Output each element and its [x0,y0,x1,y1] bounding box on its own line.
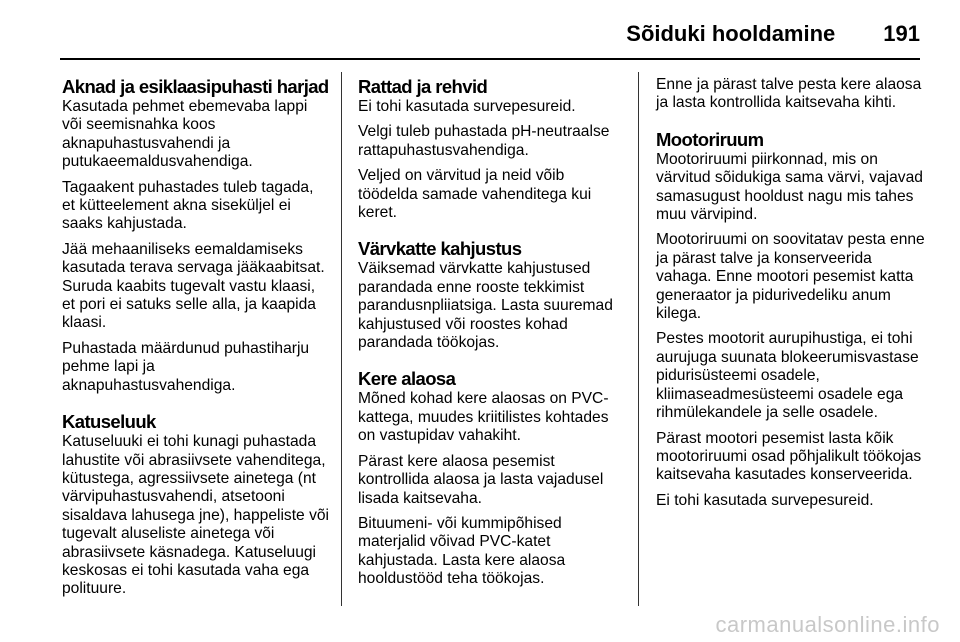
paragraph: Velgi tuleb puhastada pH-neutraalse rattapuhastusvahendiga. [358,123,610,159]
section-sunroof [62,411,330,599]
section-engine-compartment [656,129,926,510]
section-underbody [358,368,626,588]
paragraph: Veljed on värvitud ja neid võib töödelda samade vahenditega kui keret. [358,167,592,222]
section-heading: Katuseluuk [62,411,156,433]
paragraph: Mootoriruumi on soovitatav pesta enne ja pärast talve ja konserveerida vahaga. Enne mootori pesemist katta generaator ja pidurivedeliku anum kilega. [656,231,925,323]
page-title: Sõiduki hooldamine [626,21,836,46]
section-underbody-continued [656,76,926,113]
section-heading: Kere alaosa [358,368,456,390]
column-1 [62,76,330,615]
section-heading: Mootoriruum [656,128,764,150]
paragraph: Pärast mootori pesemist lasta kõik mootoriruumi osad põhjalikult töökojas kaitsevaha kasutades konserveerida. [656,429,922,484]
paragraph: Mootoriruumi piirkonnad, mis on värvitud sõidukiga sama värvi, vajavad samasugust hooldust nagu mis tahes muu värvipind. [656,150,923,224]
column-2 [358,76,626,605]
column-divider [341,72,342,606]
paragraph: Väiksemad värvkatte kahjustused parandada enne rooste tekkimist parandusnpliiatsiga. Lasta suuremad kahjustused või roostes kohad parandada töökojas. [358,260,613,352]
column-3 [656,76,926,526]
paragraph: Jää mehaaniliseks eemaldamiseks kasutada terava servaga jääkaabitsat. Suruda kaabits tugevalt vastu klaasi, et pori ei satuks selle alla, ja kaapida klaasi. [62,240,325,332]
paragraph: Ei tohi kasutada survepesureid. [358,98,576,115]
paragraph: Ei tohi kasutada survepesureid. [656,491,874,509]
section-heading: Aknad ja esiklaasipuhasti harjad [62,76,329,97]
page-number: 191 [883,21,920,46]
paragraph: Puhastada määrdunud puhastiharju pehme lapi ja aknapuhastusvahendiga. [62,339,310,394]
section-heading: Rattad ja rehvid [358,76,488,97]
section-paint-damage [358,238,626,352]
page-header [60,14,920,54]
paragraph: Pestes mootorit aurupihustiga, ei tohi aurujuga suunata blokeerumisvastase pidurisüsteemi osadele, kliimaseadmesüsteemi osadele ega rihmülekandele ja selle osadele. [656,330,919,422]
header-rule [60,58,920,60]
paragraph: Katuseluuki ei tohi kunagi puhastada lahustite või abrasiivsete vahenditega, kütustega, agressiivsete ainetega (nt värvipuhastusvahendi, atsetooni sisaldava lahusega jne), happeliste või tugevalt aluseliste ainetega või abrasiivsete käsnadega. Katuseluugi keskosas ei tohi kasutada vaha ega polituure. [62,433,329,598]
paragraph: Mõned kohad kere alaosas on PVC-kattega, muudes kriitilistes kohtades on vastupidav vahakiht. [358,390,609,445]
section-wheels-tyres [358,76,626,222]
section-windows-wipers [62,76,330,395]
paragraph: Bituumeni- või kummipõhised materjalid võivad PVC-katet kahjustada. Lasta kere alaosa hooldustööd teha töökojas. [358,514,566,588]
column-divider [638,72,639,606]
paragraph: Pärast kere alaosa pesemist kontrollida alaosa ja lasta vajadusel lisada kaitsevaha. [358,452,604,507]
paragraph: Tagaakent puhastades tuleb tagada, et kütteelement akna siseküljel ei saaks kahjustada. [62,178,314,233]
paragraph: Enne ja pärast talve pesta kere alaosa ja lasta kontrollida kaitsevaha kihti. [656,76,922,112]
section-heading: Värvkatte kahjustus [358,238,522,260]
watermark: carmanualsonline.info [715,612,940,637]
paragraph: Kasutada pehmet ebemevaba lappi või seemisnahka koos aknapuhastusvahendi ja putukaeemaldusvahendiga. [62,98,308,171]
